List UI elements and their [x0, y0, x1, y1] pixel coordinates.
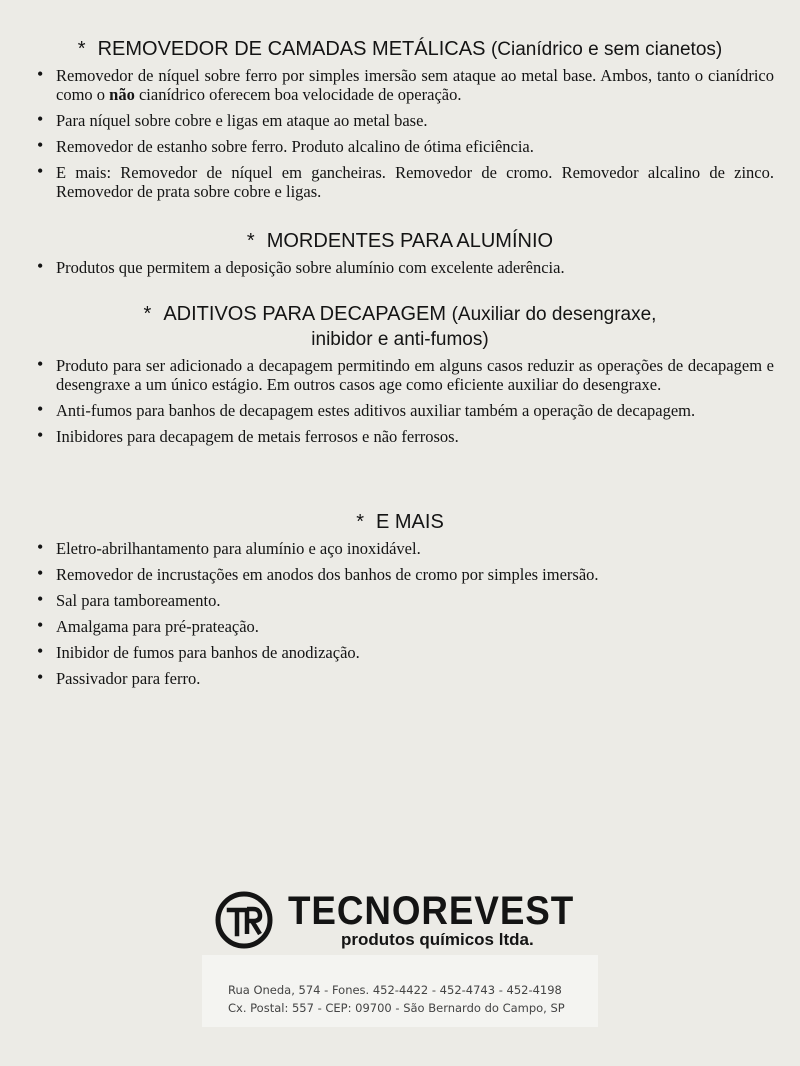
- section-aditivos: [0, 302, 800, 453]
- item-text-end: cianídrico oferecem boa velocidade de operação.: [134, 85, 462, 104]
- bullet-list: [0, 258, 800, 277]
- heading-asterisk: *: [77, 38, 86, 60]
- bullet-list: [0, 539, 800, 688]
- heading-title: REMOVEDOR DE CAMADAS METÁLICAS: [97, 38, 486, 60]
- item-text: E mais: Removedor de níquel em gancheiras. Removedor de cromo. Removedor alcalino de zinco. Removedor de prata sobre cobre e ligas.: [56, 163, 774, 201]
- address-line-2: Cx. Postal: 557 - CEP: 09700 - São Bernardo do Campo, SP: [228, 1001, 565, 1015]
- list-item: [56, 643, 774, 662]
- heading-asterisk: *: [143, 303, 152, 325]
- list-item: [56, 111, 774, 130]
- section-e-mais: [0, 510, 800, 695]
- bullet-list: [0, 66, 800, 201]
- address-box: [202, 955, 598, 1027]
- list-item: [56, 137, 774, 156]
- list-item: [56, 66, 774, 104]
- item-text: Produto para ser adicionado a decapagem permitindo em alguns casos reduzir as operações de decapagem e desengraxe a um único estágio. Em outros casos age como eficiente auxiliar do desengraxe.: [56, 356, 774, 394]
- list-item: [56, 427, 774, 446]
- item-text: Anti-fumos para banhos de decapagem estes aditivos auxiliar também a operação de decapagem.: [56, 401, 696, 420]
- company-tagline: produtos químicos ltda.: [341, 930, 534, 949]
- item-text: Amalgama para pré-prateação.: [56, 617, 259, 636]
- address-line-1: Rua Oneda, 574 - Fones. 452-4422 - 452-4743 - 452-4198: [228, 983, 562, 997]
- list-item: [56, 401, 774, 420]
- list-item: [56, 617, 774, 636]
- company-logo: [214, 890, 594, 950]
- heading-asterisk: *: [356, 511, 364, 533]
- bullet-list: [0, 356, 800, 446]
- item-text: Eletro-abrilhantamento para alumínio e aço inoxidável.: [56, 539, 421, 558]
- item-text: Removedor de níquel sobre ferro por simples imersão sem ataque ao metal base. Ambos, tanto o cianídrico como o: [56, 66, 774, 104]
- item-text: Inibidores para decapagem de metais ferrosos e não ferrosos.: [56, 427, 459, 446]
- item-text: Passivador para ferro.: [56, 669, 201, 688]
- heading-title: E MAIS: [376, 511, 444, 533]
- list-item: [56, 258, 774, 277]
- section-removedor: [0, 37, 800, 208]
- item-text: Sal para tamboreamento.: [56, 591, 221, 610]
- section-heading: [0, 229, 800, 254]
- section-heading: [0, 37, 800, 62]
- item-text: Removedor de estanho sobre ferro. Produto alcalino de ótima eficiência.: [56, 137, 534, 156]
- item-bold-text: não: [109, 85, 135, 104]
- list-item: [56, 591, 774, 610]
- heading-asterisk: *: [246, 230, 255, 252]
- heading-subtitle: (Cianídrico e sem cianetos): [490, 39, 723, 60]
- list-item: [56, 163, 774, 201]
- item-text: Inibidor de fumos para banhos de anodização.: [56, 643, 360, 662]
- list-item: [56, 565, 774, 584]
- heading-title: MORDENTES PARA ALUMÍNIO: [266, 230, 554, 252]
- section-mordentes: [0, 229, 800, 284]
- item-text: Produtos que permitem a deposição sobre alumínio com excelente aderência.: [56, 258, 565, 277]
- section-heading: [140, 302, 660, 352]
- heading-title: ADITIVOS PARA DECAPAGEM: [163, 303, 446, 325]
- company-name: TECNOREVEST: [288, 889, 575, 933]
- tr-logo-icon: [214, 890, 274, 950]
- heading-subtitle: (Auxiliar do desengraxe, inibidor e anti-fumos): [311, 304, 657, 350]
- list-item: [56, 669, 774, 688]
- list-item: [56, 539, 774, 558]
- list-item: [56, 356, 774, 394]
- item-text: Para níquel sobre cobre e ligas em ataque ao metal base.: [56, 111, 428, 130]
- item-text: Removedor de incrustações em anodos dos banhos de cromo por simples imersão.: [56, 565, 599, 584]
- section-heading: [0, 510, 800, 535]
